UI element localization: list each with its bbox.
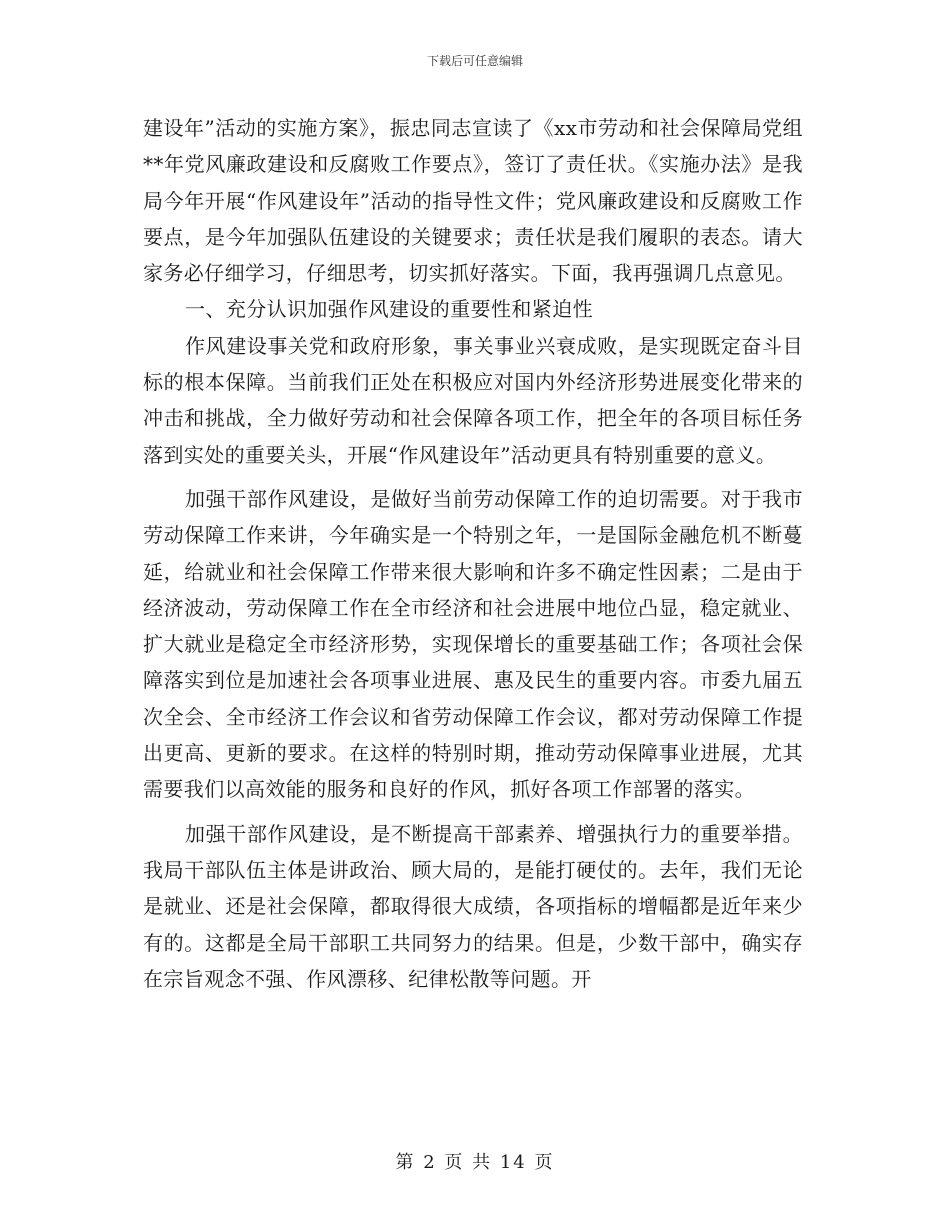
page-number: 第 2 页 共 14 页 [395,1152,555,1173]
paragraph: 作风建设事关党和政府形象，事关事业兴衰成败，是实现既定奋斗目标的根本保障。当前我们正处在积极应对国内外经济形势进展变化带来的冲击和挑战，全力做好劳动和社会保障各项工作，把全年的各项目标任务落到实处的重要关头，开展“作风建设年”活动更具有特别重要的意义。 [143,333,803,467]
download-note: 下载后可任意编辑 [426,54,523,68]
section-heading: 一、充分认识加强作风建设的重要性和紧迫性 [185,297,593,322]
document-body [143,110,803,997]
paragraph: 加强干部作风建设，是不断提高干部素养、增强执行力的重要举措。我局干部队伍主体是讲政治、顾大局的，是能打硬仗的。去年，我们无论是就业、还是社会保障，都取得很大成绩，各项指标的增幅都是近年来少有的。这都是全局干部职工共同努力的结果。但是，少数干部中，确实存在宗旨观念不强、作风漂移、纪律松散等问题。开 [143,821,803,991]
paragraph-continued: 建设年”活动的实施方案》，振忠同志宣读了《xx市劳动和社会保障局党组**年党风廉政建设和反腐败工作要点》，签订了责任状。《实施办法》是我局今年开展“作风建设年”活动的指导性文件；党风廉政建设和反腐败工作要点，是今年加强队伍建设的关键要求；责任状是我们履职的表态。请大家务必仔细学习，仔细思考，切实抓好落实。下面，我再强调几点意见。 [143,116,803,286]
paragraph: 加强干部作风建设，是做好当前劳动保障工作的迫切需要。对于我市劳动保障工作来讲，今年确实是一个特别之年，一是国际金融危机不断蔓延，给就业和社会保障工作带来很大影响和许多不确定性因素；二是由于经济波动，劳动保障工作在全市经济和社会进展中地位凸显，稳定就业、扩大就业是稳定全市经济形势，实现保增长的重要基础工作；各项社会保障落实到位是加速社会各项事业进展、惠及民生的重要内容。市委九届五次全会、全市经济工作会议和省劳动保障工作会议，都对劳动保障工作提出更高、更新的要求。在这样的特别时期，推动劳动保障事业进展，尤其需要我们以高效能的服务和良好的作风，抓好各项工作部署的落实。 [143,486,803,802]
